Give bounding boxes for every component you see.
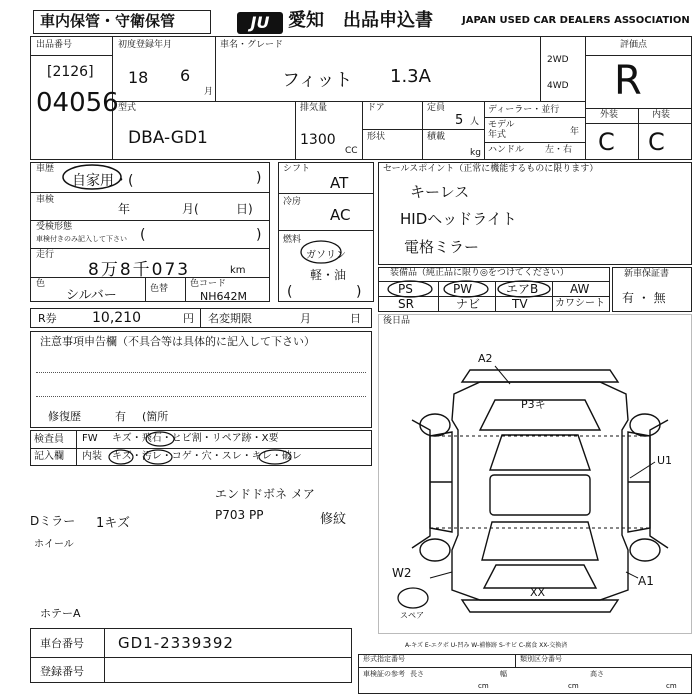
color-change-label: 色替 [150, 284, 169, 294]
selling-points-label: セールスポイント（正常に機能するものに限ります） [383, 164, 599, 174]
inspection-year: 年 [118, 202, 131, 216]
mileage-unit: km [230, 265, 246, 276]
interior-grade: C [648, 128, 665, 156]
model-label: 車名・グレード [220, 40, 284, 50]
comment-mirror: Dミラー [30, 514, 76, 528]
diagram-legend: A-キズ E-エクボ U-凹み W-補修跡 S-サビ C-腐食 XX-交換済 [405, 642, 568, 649]
mark-w2: W2 [392, 566, 412, 580]
exterior-label: 外装 [600, 110, 619, 120]
doors-label: ドア [367, 103, 385, 113]
load-label: 積載 [427, 132, 446, 142]
dealer-label: ディーラー・並行 [488, 105, 560, 115]
mileage-label: 走行 [36, 250, 55, 260]
mark-a1: A1 [638, 574, 654, 588]
fuel-value: ガソリン [306, 250, 346, 261]
storage-note: 車内保管・守衛保管 [40, 12, 176, 30]
comment-scratch: 1キズ [96, 516, 131, 531]
selling-point-2: HIDヘッドライト [400, 210, 517, 228]
recycle-block [30, 308, 372, 328]
inspector-label-2: 記入欄 [34, 451, 64, 462]
mark-p3: P3キ [521, 398, 546, 411]
recycle-value: 10,210 [92, 310, 141, 326]
inspector-row2-label: 内装 [82, 451, 102, 462]
comment-wheel: ホイール [34, 539, 74, 550]
ju-logo: JU [237, 12, 283, 34]
equipment-tv: TV [512, 297, 528, 311]
selling-point-3: 電格ミラー [404, 238, 480, 256]
comment-repair: 修紋 [320, 512, 347, 527]
displacement-value: 1300 [300, 132, 336, 148]
spare-label: スペア [400, 611, 424, 620]
rating-score: R [614, 58, 642, 104]
equipment-ps: PS [398, 282, 413, 296]
ac-value: AC [330, 206, 351, 224]
registration-label: 初度登録年月 [118, 40, 173, 50]
chassis-number: GD1-2339392 [118, 634, 234, 652]
recycle-unit: 円 [183, 312, 194, 325]
name-change-month: 月 [300, 312, 311, 325]
recycle-label: R券 [38, 312, 57, 325]
inspector-row2: キズ・汚レ・コゲ・穴・スレ・キレ・破レ [112, 451, 302, 462]
color-code: NH642M [200, 290, 247, 303]
seats-value: 5 [455, 113, 464, 128]
inspector-row1: キズ・飛石・ヒビ割・リペア跡・X要 [112, 433, 279, 444]
inspector-circles [110, 430, 310, 466]
mark-xx: XX [530, 586, 546, 599]
inspector-row1-label: FW [82, 433, 98, 444]
mileage-value: 8万8千073 [88, 260, 191, 280]
model-year-label: モデル 年式 [488, 120, 515, 140]
mark-u1: U1 [657, 454, 673, 467]
org-name: 愛知 [288, 10, 324, 31]
equipment-pw: PW [453, 282, 473, 296]
acceptance-note: 車検付きのみ記入して下さい [36, 235, 127, 243]
ref-label: 車検証の参考 [363, 670, 405, 678]
registration-year: 18 [128, 68, 149, 87]
notes-label: 注意事項申告欄（不具合等は具体的に記入して下さい） [40, 335, 315, 348]
handle-options: 左・右 [545, 145, 573, 155]
equipment-aw: AW [570, 282, 590, 296]
selling-point-1: キーレス [410, 183, 470, 201]
width-cm: cm [568, 682, 579, 690]
registration-month-unit: 月 [204, 87, 214, 97]
comment-line-1: エンドドボネ メア [215, 487, 315, 501]
diagram-label: 後日品 [383, 316, 411, 326]
type-value: DBA-GD1 [128, 128, 208, 148]
repair-parts: (箇所 [142, 410, 169, 423]
registration-month: 6 [180, 66, 191, 85]
shift-label: シフト [283, 164, 311, 174]
form-title: 出品申込書 [343, 10, 433, 31]
comment-line-3: ホテーA [40, 607, 81, 620]
lot-number: 04056 [36, 88, 119, 118]
displacement-label: 排気量 [300, 103, 328, 113]
comment-pp: P703 PP [215, 508, 264, 522]
length-label: 長さ [410, 670, 424, 678]
acceptance-label: 受検形態 [36, 222, 73, 232]
equipment-circles [380, 280, 560, 298]
name-change-day: 日 [350, 312, 361, 325]
exterior-grade: C [598, 128, 615, 156]
rating-label: 評価点 [620, 40, 648, 50]
acceptance-open: ( [140, 227, 146, 243]
warranty-label: 新車保証書 [624, 269, 670, 279]
class-label: 類別区分番号 [520, 655, 562, 663]
color-label: 色 [36, 279, 46, 289]
model-grade: 1.3A [390, 66, 431, 87]
lot-label: 出品番号 [36, 40, 73, 50]
repair-value: 有 [115, 410, 126, 423]
inspection-day: 日) [236, 202, 253, 216]
acceptance-close: ) [256, 227, 262, 243]
color-code-label: 色コード [190, 279, 227, 289]
history-close: ) [256, 170, 262, 186]
fuel-open: ( [287, 284, 293, 300]
spare-tire-icon [396, 586, 430, 610]
equipment-airbag: エアB [506, 282, 539, 296]
length-cm: cm [478, 682, 489, 690]
fuel-circle [300, 240, 342, 264]
warranty-options: 有 ・ 無 [622, 291, 666, 305]
ac-label: 冷房 [283, 197, 302, 207]
seats-unit: 人 [470, 117, 480, 127]
equipment-sr: SR [398, 297, 414, 311]
fuel-close: ) [356, 284, 362, 300]
drive-4wd: 4WD [547, 81, 569, 91]
year-unit: 年 [570, 127, 580, 137]
fuel-label: 燃料 [283, 235, 302, 245]
mark-a2: A2 [478, 352, 493, 365]
inspection-month: 月( [182, 202, 199, 216]
kg-unit: kg [470, 148, 481, 158]
height-cm: cm [666, 682, 677, 690]
cc-unit: CC [345, 146, 358, 156]
fuel-options: 軽・油 [310, 268, 347, 282]
color-value: シルバー [66, 288, 117, 303]
width-label: 幅 [500, 670, 507, 678]
model-name: フィット [282, 70, 353, 91]
equipment-label: 装備品（純正品に限り◎をつけてください） [390, 268, 569, 278]
height-label: 高さ [590, 670, 604, 678]
history-label: 車歴 [36, 164, 55, 174]
handle-label: ハンドル [488, 145, 525, 155]
shift-value: AT [330, 174, 349, 192]
type-label: 型式 [118, 103, 137, 113]
org-english: JAPAN USED CAR DEALERS ASSOCIATION [462, 15, 690, 26]
equipment-navi: ナビ [456, 297, 481, 311]
history-value: 自家用・( [72, 173, 134, 189]
chassis-label: 車台番号 [40, 637, 84, 650]
name-change-label: 名変期限 [208, 312, 252, 325]
shape-label: 形状 [367, 132, 386, 142]
plate-label: 登録番号 [40, 665, 84, 678]
inspector-label-1: 検査員 [34, 434, 64, 445]
repair-label: 修復歴 [48, 410, 81, 423]
inspection-label: 車検 [36, 195, 55, 205]
history-circle [62, 164, 122, 190]
drive-2wd: 2WD [547, 55, 569, 65]
seats-label: 定員 [427, 103, 446, 113]
equipment-seat: カワシート [555, 298, 605, 309]
type-cert-label: 形式指定番号 [363, 655, 405, 663]
lot-sub-number: [2126] [47, 64, 94, 80]
interior-label: 内装 [652, 110, 671, 120]
